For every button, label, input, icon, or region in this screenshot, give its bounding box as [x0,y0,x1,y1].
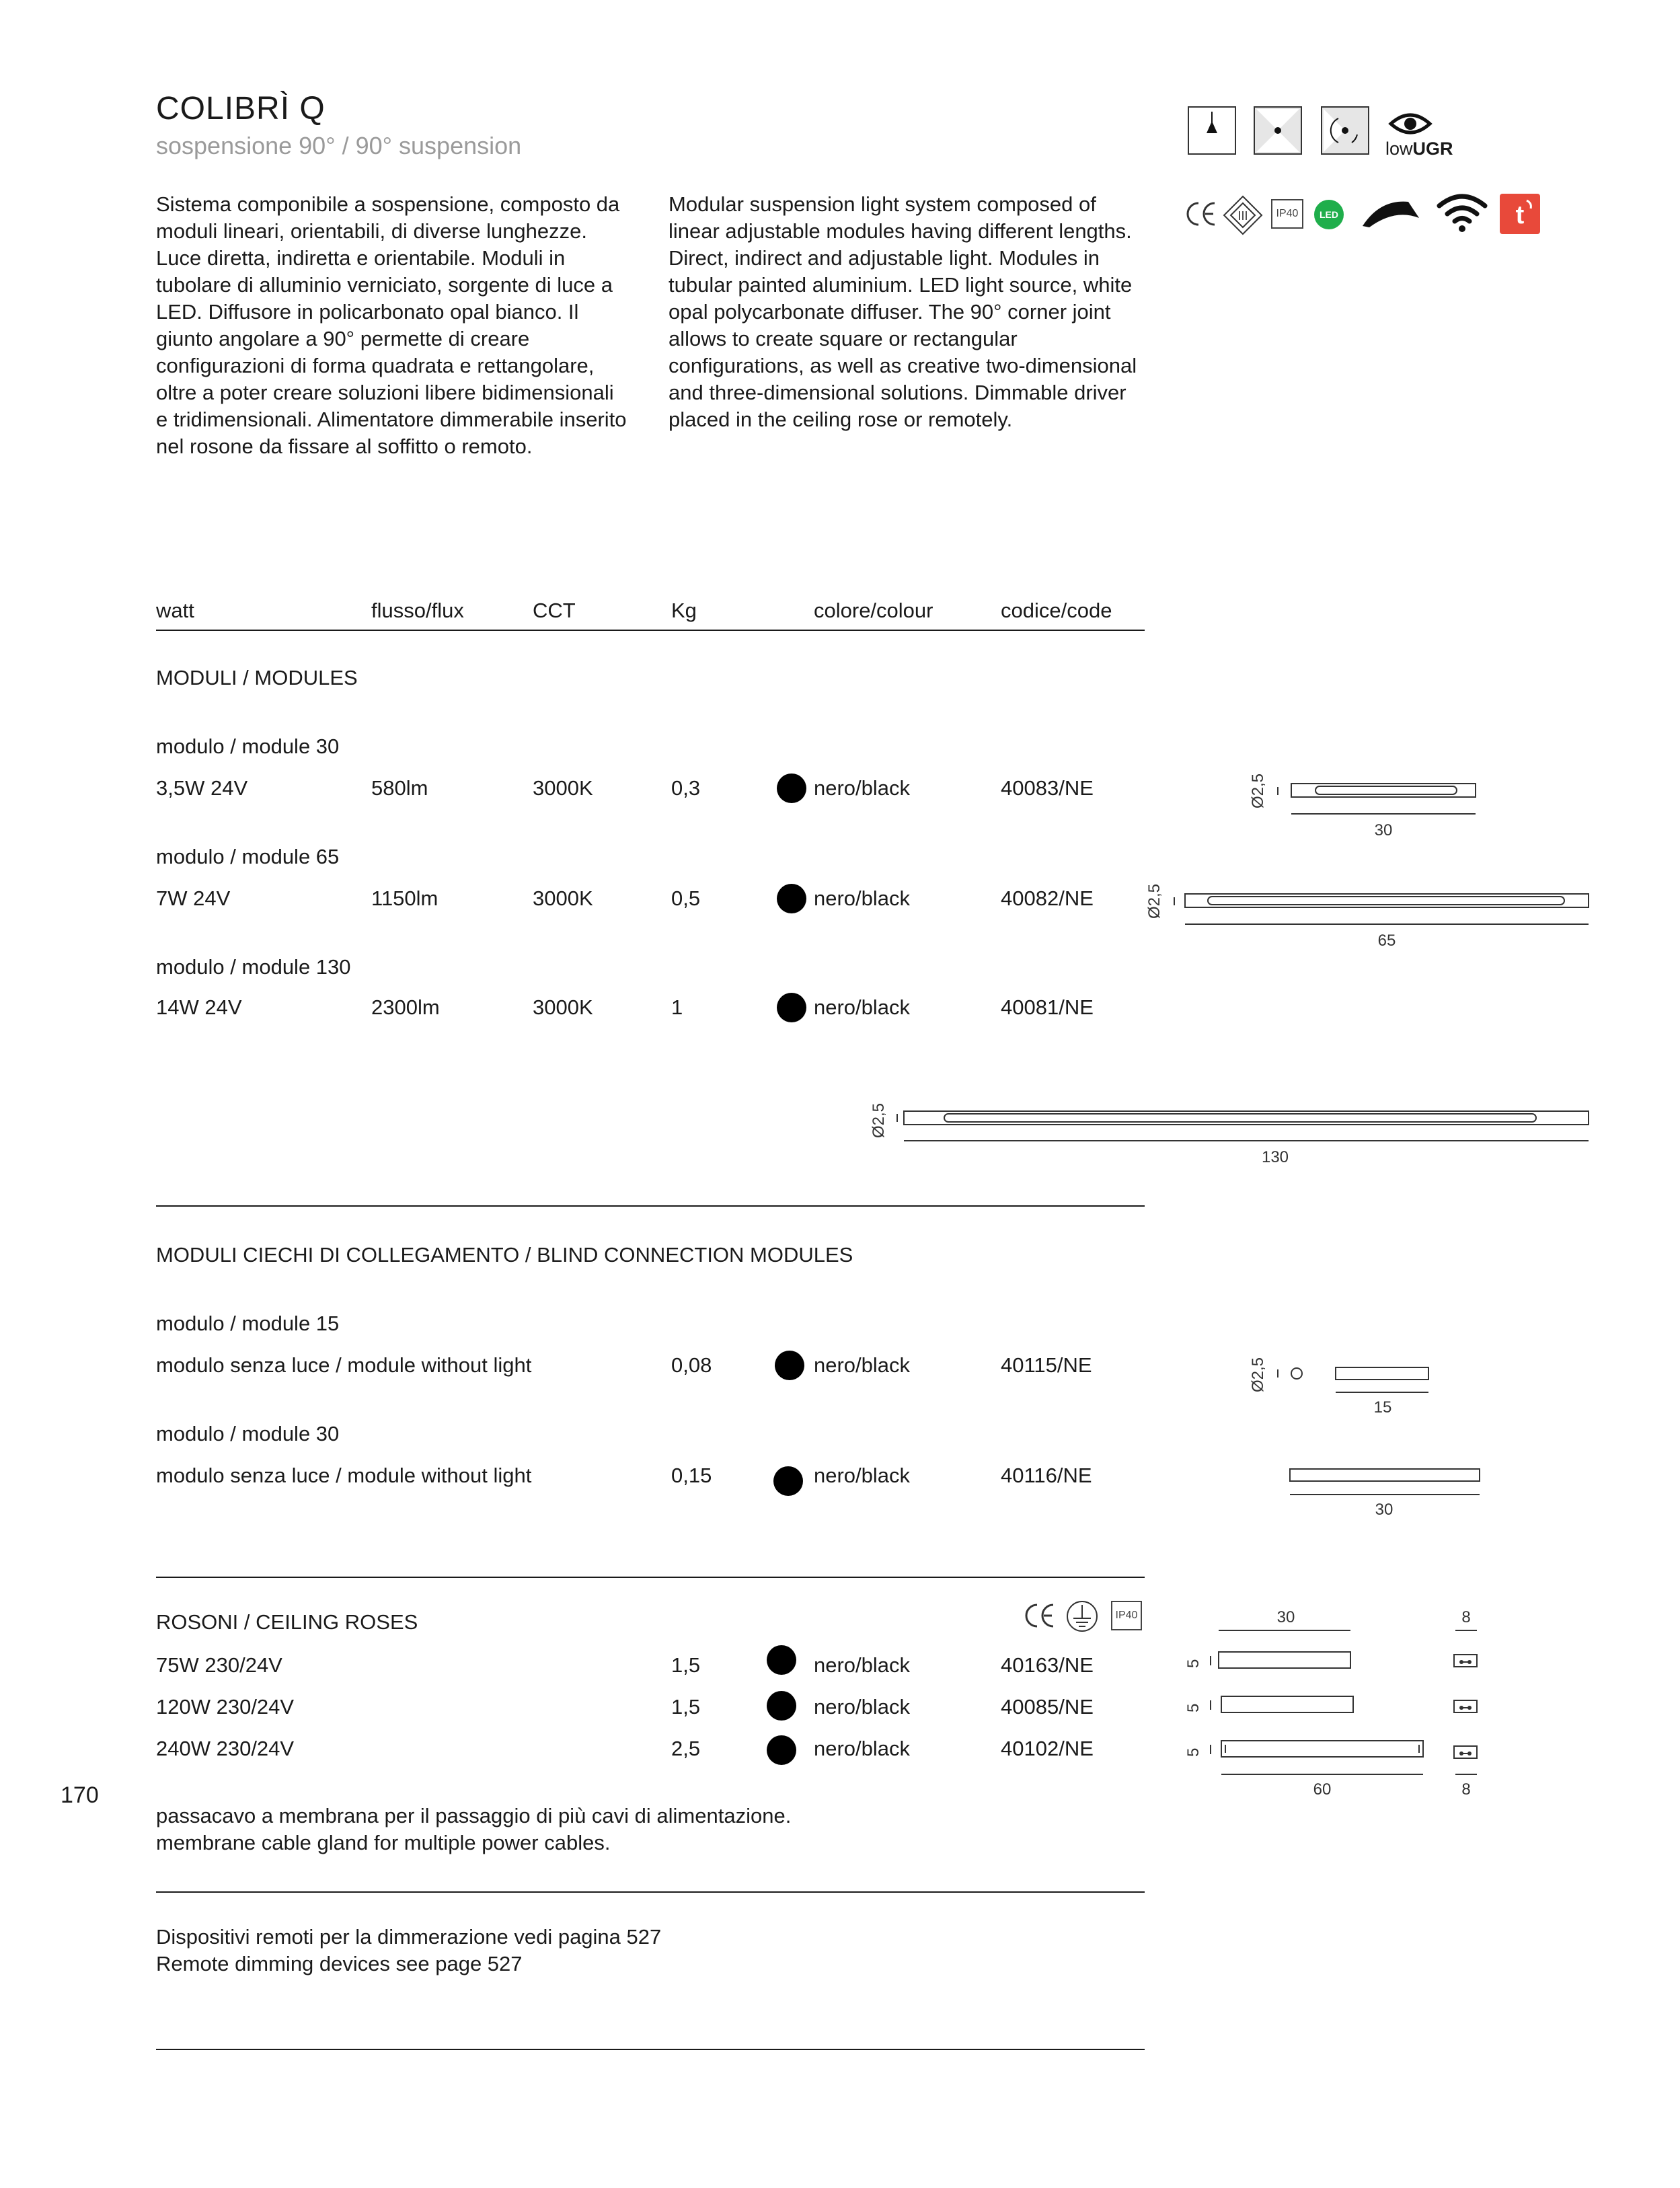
length-label: 30 [1375,1501,1393,1519]
section-divider [156,1891,1145,1893]
rose-length-label: 60 [1313,1780,1332,1799]
rose-depth-label: 8 [1461,1780,1471,1799]
length-label: 130 [1261,1148,1289,1166]
ce-mark-icon [1022,1601,1057,1634]
rose-height-label: 5 [1184,1747,1202,1757]
rose-watt: 75W 230/24V [156,1653,282,1677]
diameter-label: Ø2,5 [870,1102,888,1138]
blind-module-name: modulo / module 15 [156,1312,340,1335]
colour-swatch-black [773,1466,803,1496]
module-cct: 3000K [533,776,593,800]
drawing-blind-module-15 [1244,1345,1446,1423]
module-name: modulo / module 30 [156,734,340,758]
section-heading-ceiling-roses: ROSONI / CEILING ROSES [156,1610,418,1634]
module-name: modulo / module 130 [156,955,351,979]
diameter-label: Ø2,5 [1249,773,1267,808]
header-divider [156,630,1145,631]
col-header-cct: CCT [533,599,576,622]
length-label: 30 [1374,821,1393,839]
wifi-icon [1435,192,1489,236]
diameter-label: Ø2,5 [1249,1357,1267,1392]
rose-watt: 240W 230/24V [156,1737,295,1760]
remote-dimming-italian: Dispositivi remoti per la dimmerazione vedi pagina 527 [156,1925,662,1949]
module-colour: nero/black [814,995,911,1019]
blind-module-name: modulo / module 30 [156,1422,340,1445]
rose-height-label: 5 [1184,1659,1202,1668]
rose-note-english: membrane cable gland for multiple power cables. [156,1831,611,1854]
module-watt: 14W 24V [156,995,242,1019]
module-flux: 1150lm [371,886,438,910]
col-header-flux: flusso/flux [371,599,464,622]
rose-kg: 2,5 [671,1737,701,1760]
blind-module-colour: nero/black [814,1464,911,1487]
suspension-icon [1188,106,1236,155]
col-header-kg: Kg [671,599,697,622]
blind-module-kg: 0,08 [671,1353,712,1377]
module-code: 40081/NE [1001,995,1094,1019]
blind-module-desc: modulo senza luce / module without light [156,1464,532,1487]
rose-colour: nero/black [814,1653,911,1677]
module-colour: nero/black [814,886,911,910]
dimmable-icon [1360,195,1424,232]
module-kg: 1 [671,995,683,1019]
drawing-module-65 [1137,877,1594,954]
rose-colour: nero/black [814,1737,911,1760]
rose-note-italian: passacavo a membrana per il passaggio di più cavi di alimentazione. [156,1804,792,1827]
earth-ground-icon [1065,1599,1099,1636]
blind-module-kg: 0,15 [671,1464,712,1487]
description-english: Modular suspension light system composed of linear adjustable modules having different lengths. Direct, indirect and adjustable light. Modules in tubular painted aluminium. LED light source, white opal polycarbonate diffuser. The 90° corner joint allows to create square or rectangular configurations, as well as creative two-dimensional and three-dimensional solutions. Dimmable driver placed in the ceiling rose or remotely. [669,192,1137,431]
ip40-icon: IP40 [1111,1601,1142,1630]
rose-kg: 1,5 [671,1653,701,1677]
rose-code: 40102/NE [1001,1737,1094,1760]
blind-module-desc: modulo senza luce / module without light [156,1353,532,1377]
section-heading-modules: MODULI / MODULES [156,666,358,689]
colour-swatch-black [767,1691,796,1721]
length-label: 15 [1373,1398,1392,1417]
rose-watt: 120W 230/24V [156,1695,295,1719]
rose-code: 40163/NE [1001,1653,1094,1677]
led-icon: LED [1314,200,1344,229]
rose-depth-label: 8 [1461,1608,1471,1626]
blind-module-colour: nero/black [814,1353,911,1377]
colour-swatch-black [777,774,806,803]
low-ugr-label: lowUGR [1385,139,1453,159]
blind-module-code: 40116/NE [1001,1464,1092,1487]
module-kg: 0,3 [671,776,701,800]
module-code: 40082/NE [1001,886,1094,910]
length-label: 65 [1377,932,1396,950]
drawing-module-130 [861,1090,1594,1174]
ip40-icon: IP40 [1271,199,1303,229]
module-name: modulo / module 65 [156,845,340,868]
section-heading-blind-modules: MODULI CIECHI DI COLLEGAMENTO / BLIND CONNECTION MODULES [156,1243,853,1267]
col-header-watt: watt [156,599,194,622]
drawing-ceiling-roses [1184,1604,1486,1815]
rose-height-label: 5 [1184,1703,1202,1712]
page-number: 170 [61,1782,99,1808]
module-kg: 0,5 [671,886,701,910]
drawing-module-30 [1244,767,1486,844]
col-header-code: codice/code [1001,599,1112,622]
class-iii-text: III [1237,209,1248,223]
module-watt: 3,5W 24V [156,776,248,800]
rose-code: 40085/NE [1001,1695,1094,1719]
module-code: 40083/NE [1001,776,1094,800]
module-flux: 2300lm [371,995,440,1019]
module-colour: nero/black [814,776,911,800]
module-flux: 580lm [371,776,428,800]
section-divider [156,1577,1145,1578]
rose-kg: 1,5 [671,1695,701,1719]
eye-icon [1388,110,1433,141]
description-italian: Sistema componibile a sospensione, composto da moduli lineari, orientabili, di diverse lunghezze. Luce diretta, indiretta e orientabile. Moduli in tubolare di alluminio verniciato, sorgente di luce a LED. Diffusore in policarbonato opal bianco. Il giunto angolare a 90° permette di creare configurazioni di forma quadrata e rettangolare, oltre a poter creare soluzioni libere bidimensionali e tridimensionali. Alimentatore dimmerabile inserito nel rosone da fissare al soffitto o remoto. [156,192,627,458]
adjustable-light-icon [1321,106,1369,155]
drawing-blind-module-30 [1285,1460,1486,1523]
module-cct: 3000K [533,995,593,1019]
remote-dimming-english: Remote dimming devices see page 527 [156,1952,523,1975]
blind-module-code: 40115/NE [1001,1353,1092,1377]
rose-length-label: 30 [1276,1608,1295,1626]
svg-text:t: t [1515,201,1525,229]
colour-swatch-black [767,1645,796,1675]
colour-swatch-black [775,1351,804,1380]
diameter-label: Ø2,5 [1145,883,1163,919]
colour-swatch-black [777,884,806,913]
product-title: COLIBRÌ Q [156,91,326,126]
product-subtitle: sospensione 90° / 90° suspension [156,132,522,159]
class-iii-icon [1221,194,1264,240]
section-divider [156,2049,1145,2050]
colour-swatch-black [767,1735,796,1765]
section-divider [156,1205,1145,1207]
module-watt: 7W 24V [156,886,231,910]
ce-mark-icon [1184,199,1219,232]
rose-colour: nero/black [814,1695,911,1719]
direct-indirect-light-icon [1254,106,1302,155]
module-cct: 3000K [533,886,593,910]
tuya-app-icon [1500,194,1540,234]
col-header-colour: colore/colour [814,599,933,622]
colour-swatch-black [777,993,806,1022]
